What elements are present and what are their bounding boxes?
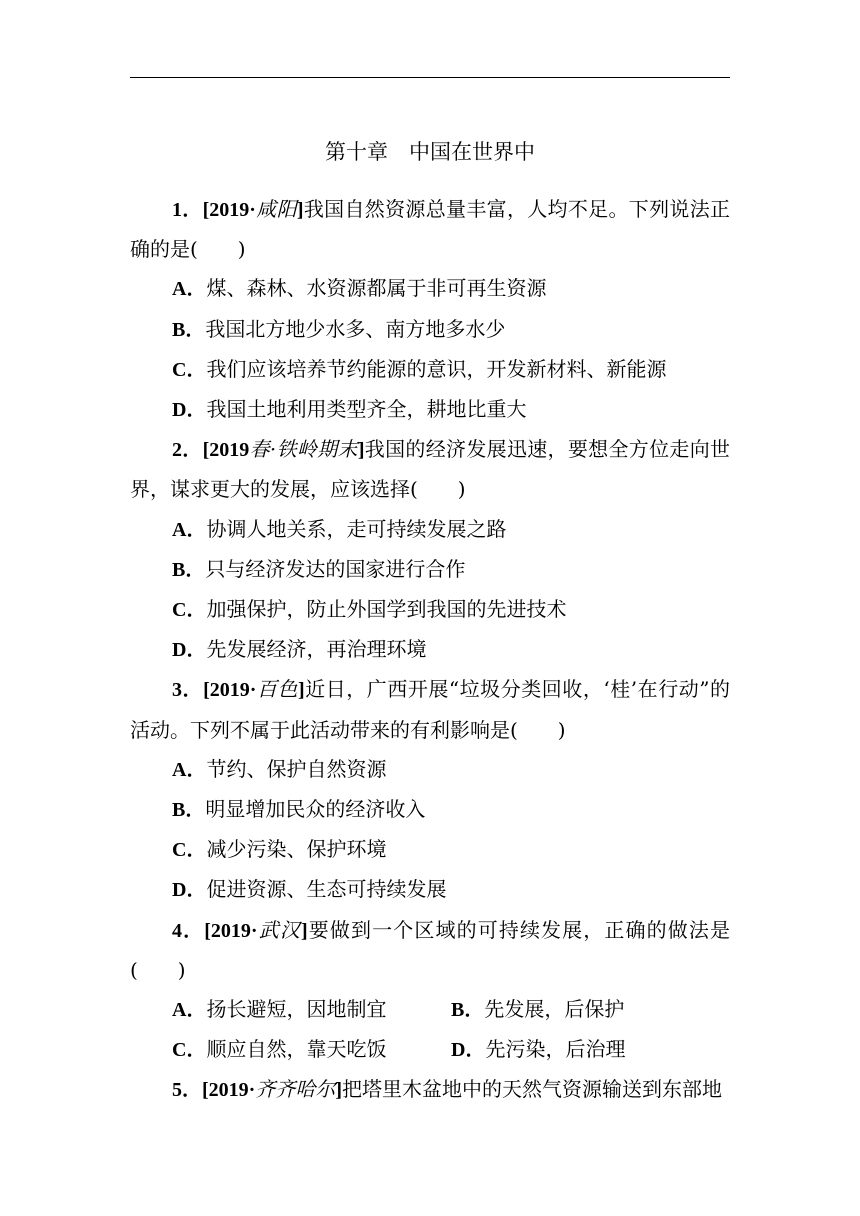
question-5 (130, 1070, 730, 1110)
question-stem: 近日，广西开展“垃圾分类回收，‘桂’在行动”的活动。下列不属于此活动带来的有利影响是( ) (130, 677, 731, 742)
option-1d: D．我国土地利用类型齐全，耕地比重大 (172, 397, 527, 422)
option-2d: D．先发展经济，再治理环境 (172, 637, 427, 662)
question-number: 1． (172, 199, 203, 221)
option-1a: A．煤、森林、水资源都属于非可再生资源 (172, 276, 547, 301)
question-list (130, 190, 730, 1111)
question-stem: 我国的经济发展迅速，要想全方位走向世界，谋求更大的发展，应该选择( ) (130, 437, 731, 502)
option-3a: A．节约、保护自然资源 (172, 756, 387, 781)
option-4b: B．先发展，后保护 (451, 997, 625, 1022)
question-stem: 把塔里木盆地中的天然气资源输送到东部地 (342, 1077, 723, 1102)
option-3b: B．明显增加民众的经济收入 (172, 797, 426, 822)
question-3 (130, 670, 730, 749)
option-3d: D．促进资源、生态可持续发展 (172, 877, 447, 902)
question-4 (130, 911, 730, 990)
option-row-4ab (130, 990, 730, 1030)
question-number: 5． (172, 1079, 202, 1102)
option-2a: A．协调人地关系，走可持续发展之路 (172, 516, 507, 541)
question-1 (130, 190, 730, 269)
question-source: [2019·齐齐哈尔] (202, 1077, 343, 1102)
option-2b: B．只与经济发达的国家进行合作 (172, 556, 466, 581)
header-rule (130, 77, 730, 78)
question-source: [2019·武汉] (204, 917, 308, 942)
option-1b: B．我国北方地少水多、南方地多水少 (172, 316, 506, 341)
question-source: [2019·咸阳] (202, 197, 304, 221)
question-number: 4． (172, 919, 205, 942)
option-4d: D．先污染，后治理 (451, 1037, 626, 1062)
option-3c: C．减少污染、保护环境 (172, 837, 387, 862)
question-stem: 我国自然资源总量丰富，人均不足。下列说法正确的是( ) (130, 197, 731, 262)
question-source: [2019春·铁岭期末] (202, 437, 365, 462)
question-number: 2． (172, 439, 203, 462)
chapter-title: 第十章 中国在世界中 (325, 140, 535, 164)
question-number: 3． (172, 679, 204, 702)
question-stem: 要做到一个区域的可持续发展，正确的做法是( ) (130, 917, 731, 982)
question-source: [2019·百色] (203, 677, 305, 702)
option-4a: A．扬长避短，因地制宜 (172, 997, 387, 1022)
option-2c: C．加强保护，防止外国学到我国的先进技术 (172, 597, 567, 622)
option-1c: C．我们应该培养节约能源的意识，开发新材料、新能源 (172, 356, 667, 381)
option-row-4cd (130, 1030, 730, 1070)
option-4c: C．顺应自然，靠天吃饭 (172, 1037, 387, 1062)
question-2 (130, 430, 730, 509)
